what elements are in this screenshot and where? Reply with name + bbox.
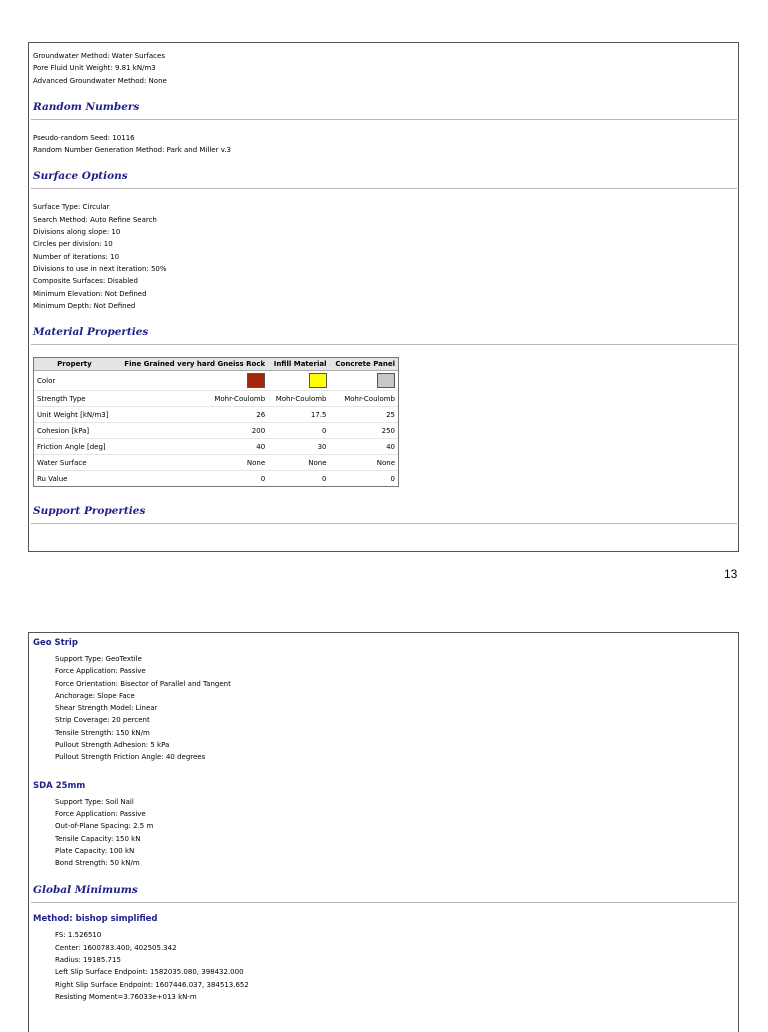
section-heading: Random Numbers [33, 100, 140, 113]
color-swatch [309, 373, 327, 388]
info-line: Divisions to use in next iteration: 50% [33, 264, 167, 273]
section-heading: Support Properties [33, 505, 146, 518]
material-properties-table [33, 357, 399, 487]
surface-options-section [33, 169, 738, 312]
column-header: Fine Grained very hard Gneiss Rock [115, 358, 268, 371]
info-line: Support Type: GeoTextile [55, 655, 142, 663]
section-heading: Global Minimums [33, 884, 138, 897]
divider [31, 344, 737, 345]
info-line: Pore Fluid Unit Weight: 9.81 kN/m3 [33, 64, 156, 73]
divider [31, 902, 737, 903]
table-cell: 200 [115, 423, 268, 439]
table-cell: 0 [115, 471, 268, 487]
table-cell: Ru Value [34, 471, 115, 487]
info-line: Number of iterations: 10 [33, 252, 120, 261]
info-line: Radius: 19185.715 [55, 956, 121, 965]
info-line: Minimum Depth: Not Defined [33, 301, 136, 310]
table-cell: 17.5 [268, 407, 329, 423]
info-line: Composite Surfaces: Disabled [33, 277, 138, 286]
groundwater-info [33, 50, 738, 87]
info-line: Surface Type: Circular [33, 203, 110, 212]
support-heading: Geo Strip [33, 638, 78, 648]
material-properties-section [33, 325, 738, 491]
divider [31, 119, 737, 120]
table-cell: 0 [268, 423, 329, 439]
report-page-2 [28, 632, 739, 1032]
table-cell: Water Surface [34, 455, 115, 471]
sda-section [33, 780, 738, 870]
info-line: Plate Capacity: 100 kN [55, 846, 135, 855]
divider [31, 188, 737, 189]
table-cell: Mohr-Coulomb [115, 391, 268, 407]
info-line: Pseudo-random Seed: 10116 [33, 133, 135, 142]
section-heading: Material Properties [33, 326, 149, 339]
info-line: Tensile Strength: 150 kN/m [55, 728, 150, 737]
info-line: Groundwater Method: Water Surfaces [33, 52, 165, 60]
table-cell: 0 [330, 471, 399, 487]
color-swatch [247, 373, 265, 388]
table-row [34, 407, 398, 423]
info-line: Force Orientation: Bisector of Parallel and Tangent [55, 679, 231, 688]
table-cell: 0 [268, 471, 329, 487]
info-line: Support Type: Soil Nail [55, 797, 134, 806]
support-heading: SDA 25mm [33, 780, 86, 791]
info-line: Center: 1600783.400, 402505.342 [55, 943, 177, 952]
info-line: Force Application: Passive [55, 667, 146, 676]
table-cell: 250 [330, 423, 399, 439]
random-numbers-section [33, 100, 738, 157]
support-properties-section [33, 504, 738, 524]
table-cell: Mohr-Coulomb [268, 391, 329, 407]
table-cell: Friction Angle [deg] [34, 439, 115, 455]
info-line: Pullout Strength Friction Angle: 40 degrees [55, 753, 206, 762]
table-cell: 40 [115, 439, 268, 455]
column-header: Infill Material [268, 358, 329, 371]
page-number: 13 [724, 567, 738, 581]
table-row [34, 391, 398, 407]
info-line: Tensile Capacity: 150 kN [55, 834, 141, 843]
info-line: Force Application: Passive [55, 809, 146, 818]
table-cell: Cohesion [kPa] [34, 423, 115, 439]
info-line: Bond Strength: 50 kN/m [55, 859, 140, 868]
info-line: Anchorage: Slope Face [55, 691, 135, 700]
info-line: Circles per division: 10 [33, 240, 113, 249]
info-line: Left Slip Surface Endpoint: 1582035.080, 398432.000 [55, 968, 244, 977]
table-cell: Strength Type [34, 391, 115, 407]
info-line: Pullout Strength Adhesion: 5 kPa [55, 741, 170, 750]
table-row [34, 439, 398, 455]
table-cell: 26 [115, 407, 268, 423]
section-heading: Surface Options [33, 170, 128, 183]
info-line: Resisting Moment=3.76033e+013 kN-m [55, 992, 197, 1001]
report-page-1 [28, 42, 739, 552]
info-line: Right Slip Surface Endpoint: 1607446.037, 384513.652 [55, 980, 249, 989]
table-row [34, 471, 398, 487]
table-cell [268, 371, 329, 391]
table-cell: 30 [268, 439, 329, 455]
table-cell: None [268, 455, 329, 471]
info-line: Strip Coverage: 20 percent [55, 716, 150, 725]
table-cell [115, 371, 268, 391]
table-row [34, 455, 398, 471]
column-header: Property [34, 358, 115, 371]
info-line: Search Method: Auto Refine Search [33, 215, 157, 224]
info-line: Shear Strength Model: Linear [55, 704, 158, 713]
info-line: Minimum Elevation: Not Defined [33, 289, 147, 298]
table-cell: 40 [330, 439, 399, 455]
global-minimums-section [33, 883, 738, 1003]
table-cell [330, 371, 399, 391]
table-cell: None [115, 455, 268, 471]
table-cell: Mohr-Coulomb [330, 391, 399, 407]
table-header-row [34, 358, 398, 371]
table-cell: Unit Weight [kN/m3] [34, 407, 115, 423]
table-row [34, 423, 398, 439]
info-line: Divisions along slope: 10 [33, 228, 121, 237]
info-line: Advanced Groundwater Method: None [33, 76, 167, 85]
method-heading: Method: bishop simplified [33, 914, 158, 925]
divider [31, 523, 737, 524]
column-header: Concrete Panel [330, 358, 399, 371]
info-line: FS: 1.526510 [55, 931, 102, 940]
table-cell: Color [34, 371, 115, 391]
info-line: Out-of-Plane Spacing: 2.5 m [55, 822, 154, 831]
color-swatch [377, 373, 395, 388]
table-cell: None [330, 455, 399, 471]
info-line: Random Number Generation Method: Park and Miller v.3 [33, 146, 231, 155]
table-row [34, 371, 398, 391]
geo-strip-section [33, 637, 738, 764]
table-cell: 25 [330, 407, 399, 423]
